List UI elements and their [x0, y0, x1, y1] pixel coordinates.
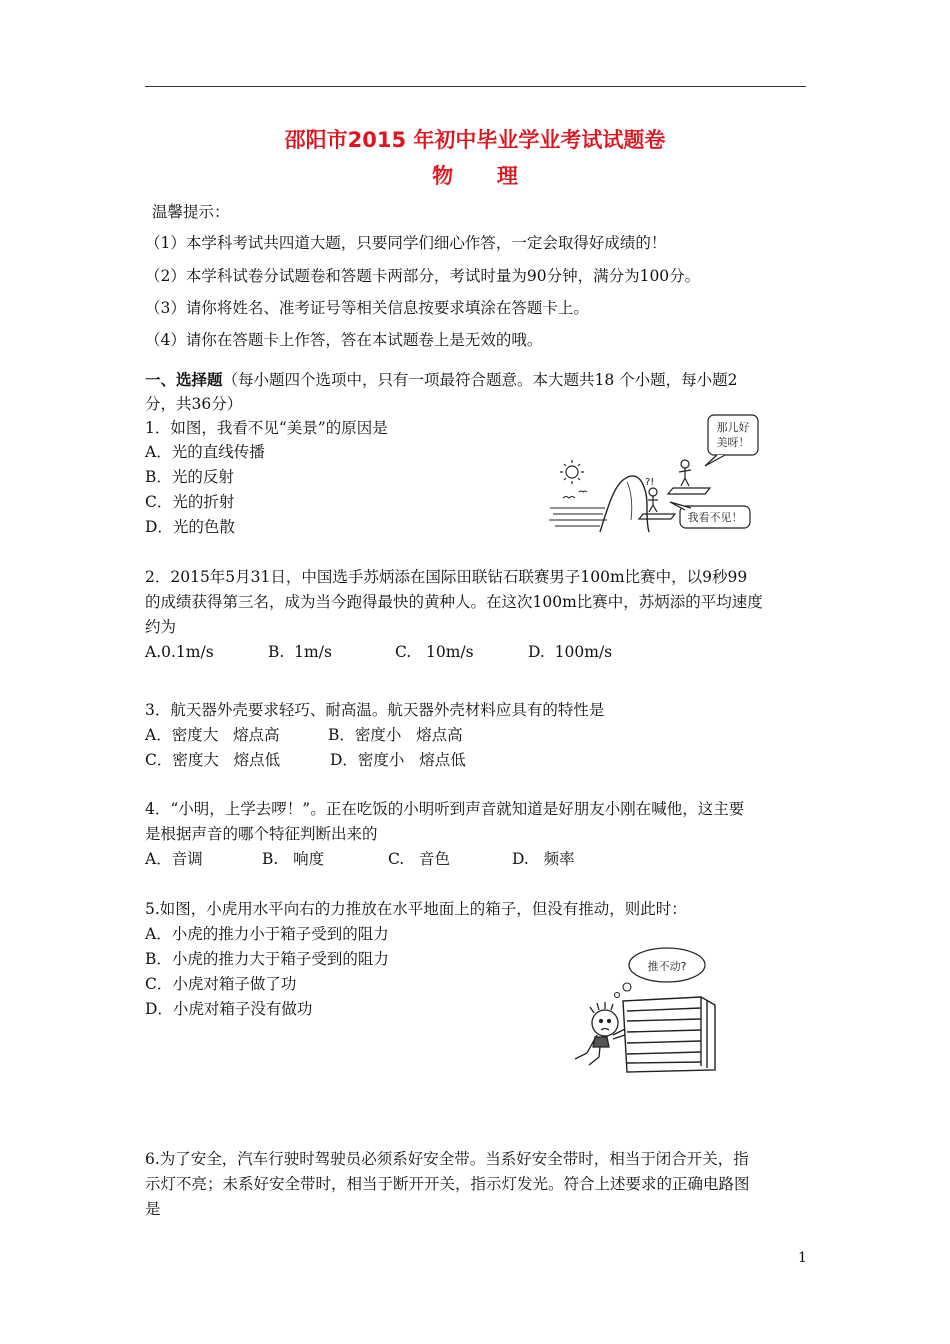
q4-option-b: B. 响度: [262, 850, 325, 868]
upper-platform: [668, 488, 710, 494]
lower-person: [648, 488, 658, 512]
tip-4: （4）请你在答题卡上作答，答在本试题卷上是无效的哦。: [145, 331, 543, 349]
q3-option-b: B．密度小 熔点高: [328, 726, 463, 744]
q6-line-3: 是: [145, 1200, 161, 1218]
q2-option-a: A.0.1m/s: [145, 643, 214, 661]
upper-person: [679, 460, 691, 486]
page-number: 1: [798, 1250, 807, 1266]
q1-option-c: C．光的折射: [145, 493, 235, 511]
q2-line-3: 约为: [145, 618, 177, 636]
q1-option-a: A．光的直线传播: [145, 443, 265, 461]
q2-line-1: 2．2015年5月31日，中国选手苏炳添在国际田联钻石联赛男子100m比赛中，以9秒99: [145, 568, 748, 586]
exam-title: 邵阳市2015 年初中毕业学业考试试题卷: [284, 128, 666, 152]
header-rule: [145, 86, 806, 87]
tips-heading: 温馨提示：: [152, 203, 230, 221]
q5-thought-text: 推不动?: [647, 960, 687, 973]
q3-option-a: A．密度大 熔点高: [145, 726, 280, 744]
boy-pushing: [575, 1002, 625, 1065]
tip-1: （1）本学科考试共四道大题，只要同学们细心作答，一定会取得好成绩的！: [145, 234, 667, 252]
q2-option-d: D. 100m/s: [528, 643, 613, 661]
q6-line-2: 示灯不亮；未系好安全带时，相当于断开开关，指示灯发光。符合上述要求的正确电路图: [145, 1175, 750, 1193]
q3-option-d: D．密度小 熔点低: [330, 751, 466, 769]
q1-bubble-bottom: 我看不见！: [687, 511, 743, 524]
q4-line-1: 4．“小明，上学去啰！”。正在吃饭的小明听到声音就知道是好朋友小刚在喊他，这主要: [145, 800, 745, 818]
q1-stem: 1．如图，我看不见“美景”的原因是: [145, 419, 388, 437]
sun-icon: [560, 460, 584, 484]
lower-platform: [639, 514, 675, 519]
q2-option-b: B. 1m/s: [268, 643, 332, 661]
bird-icon: [563, 497, 575, 499]
q1-bubble-top-line2: 美呀！: [716, 436, 750, 449]
water-lines: [549, 508, 607, 526]
q4-option-c: C. 音色: [388, 850, 451, 868]
q1-figure: [545, 410, 765, 540]
section-1-heading: [145, 370, 738, 390]
q2-option-c: C. 10m/s: [395, 643, 474, 661]
section-1-label: 一、选择题: [145, 370, 223, 389]
q5-option-b: B．小虎的推力大于箱子受到的阻力: [145, 950, 389, 968]
q1-bubble-top-line1: 那儿好: [716, 421, 750, 434]
q5-option-a: A．小虎的推力小于箱子受到的阻力: [145, 925, 389, 943]
q5-option-c: C．小虎对箱子做了功: [145, 975, 297, 993]
q5-figure: [565, 935, 730, 1075]
q1-option-d: D．光的色散: [145, 518, 235, 536]
crate: [623, 997, 715, 1072]
q6-line-1: 6.为了安全，汽车行驶时驾驶员必须系好安全带。当系好安全带时，相当于闭合开关，指: [145, 1150, 749, 1168]
q4-line-2: 是根据声音的哪个特征判断出来的: [145, 825, 378, 843]
q4-option-a: A．音调: [145, 850, 203, 868]
exam-subject: 物 理: [432, 164, 518, 188]
q3-stem: 3．航天器外壳要求轻巧、耐高温。航天器外壳材料应具有的特性是: [145, 701, 605, 719]
q3-option-c: C．密度大 熔点低: [145, 751, 281, 769]
q4-option-d: D. 频率: [512, 850, 575, 868]
tip-2: （2）本学科试卷分试题卷和答题卡两部分，考试时量为90分钟，满分为100分。: [145, 267, 701, 285]
q5-stem: 5.如图，小虎用水平向右的力推放在水平地面上的箱子，但没有推动，则此时：: [145, 900, 687, 918]
q5-option-d: D．小虎对箱子没有做功: [145, 1000, 313, 1018]
section-1-desc-cont: 分，共36分）: [145, 395, 243, 413]
bird-icon: [579, 491, 587, 492]
section-1-desc: （每小题四个选项中，只有一项最符合题意。本大题共18 个小题，每小题2: [222, 371, 738, 389]
q1-puzzle-mark: ?!: [645, 477, 655, 488]
tip-3: （3）请你将姓名、准考证号等相关信息按要求填涂在答题卡上。: [145, 299, 589, 317]
q2-line-2: 的成绩获得第三名，成为当今跑得最快的黄种人。在这次100m比赛中，苏炳添的平均速度: [145, 593, 763, 611]
q1-option-b: B．光的反射: [145, 468, 234, 486]
mountain: [600, 476, 649, 532]
